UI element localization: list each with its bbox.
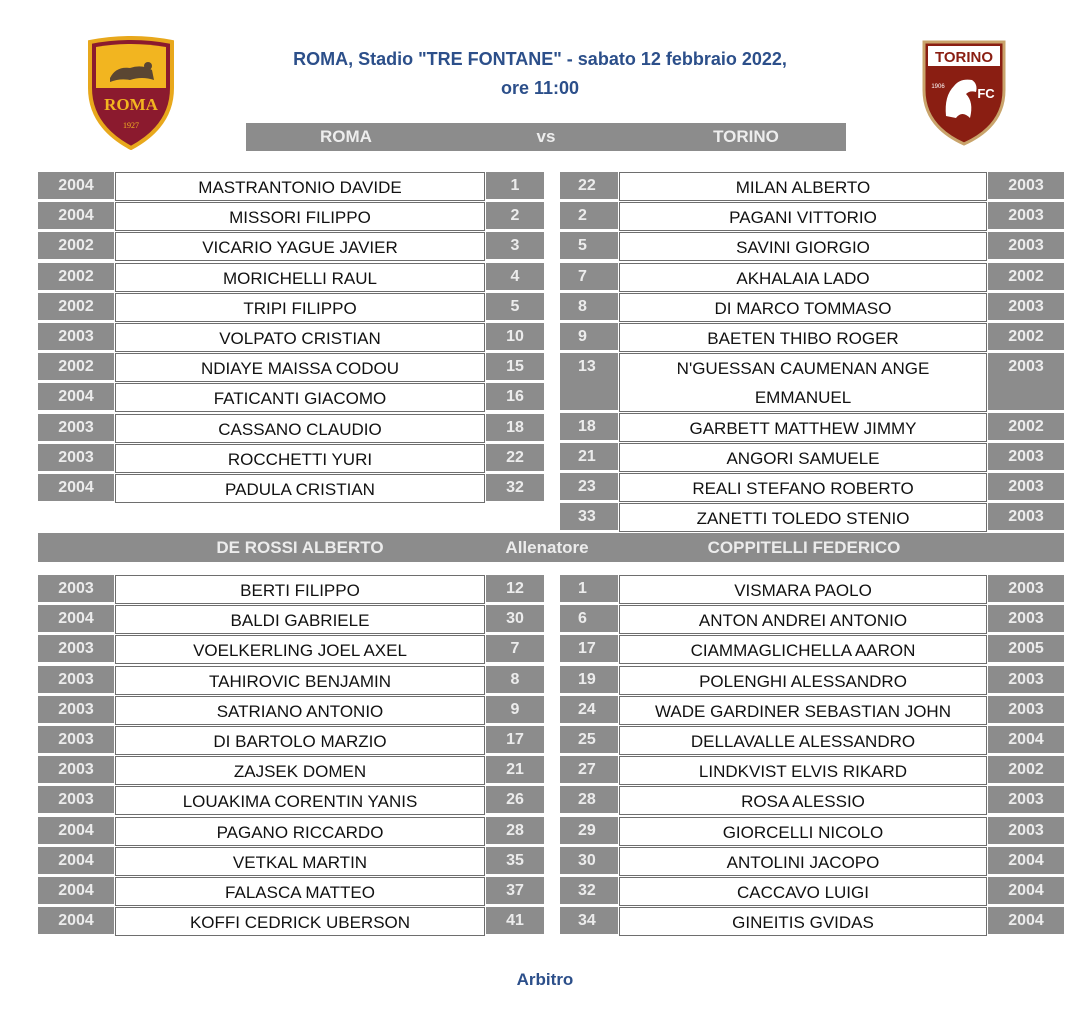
sub-home-player-name: FALASCA MATTEO <box>115 877 485 906</box>
sub-away-number: 28 <box>560 786 618 813</box>
sub-home-year: 2004 <box>38 847 114 874</box>
torino-logo <box>920 38 1008 146</box>
sub-home-number: 26 <box>486 786 544 813</box>
sub-away-player-name: LINDKVIST ELVIS RIKARD <box>619 756 987 785</box>
sub-away-year: 2003 <box>988 786 1064 813</box>
starter-home-number: 3 <box>486 232 544 259</box>
sub-home-player-name: LOUAKIMA CORENTIN YANIS <box>115 786 485 815</box>
torino-logo-text: TORINO <box>934 49 994 66</box>
sub-away-year: 2003 <box>988 817 1064 844</box>
starter-away-player-name: ANGORI SAMUELE <box>619 443 987 472</box>
matchup-bar <box>246 123 846 151</box>
sub-away-number: 32 <box>560 877 618 904</box>
starter-home-number: 4 <box>486 263 544 290</box>
sub-away-number: 25 <box>560 726 618 753</box>
sub-home-year: 2004 <box>38 907 114 934</box>
starter-away-year: 2003 <box>988 473 1064 500</box>
sub-home-year: 2003 <box>38 786 114 813</box>
referee-label: Arbitro <box>516 970 574 989</box>
starter-away-year: 2002 <box>988 323 1064 350</box>
starter-home-number: 32 <box>486 474 544 501</box>
sub-away-player-name: CACCAVO LUIGI <box>619 877 987 906</box>
starter-away-year: 2002 <box>988 263 1064 290</box>
sub-away-year: 2003 <box>988 605 1064 632</box>
sub-home-number: 28 <box>486 817 544 844</box>
starter-away-player-name: SAVINI GIORGIO <box>619 232 987 261</box>
starter-home-year: 2002 <box>38 263 114 290</box>
sub-away-year: 2004 <box>988 907 1064 934</box>
match-venue-line: ROMA, Stadio "TRE FONTANE" - sabato 12 febbraio 2022, <box>293 49 787 69</box>
starter-home-year: 2004 <box>38 172 114 199</box>
starter-away-number: 22 <box>560 172 618 199</box>
starter-away-number: 21 <box>560 443 618 470</box>
sub-away-player-name: GINEITIS GVIDAS <box>619 907 987 936</box>
sub-home-year: 2003 <box>38 756 114 783</box>
starter-away-year: 2003 <box>988 353 1064 410</box>
sub-away-year: 2003 <box>988 575 1064 602</box>
away-coach: COPPITELLI FEDERICO <box>707 538 901 557</box>
sub-home-player-name: PAGANO RICCARDO <box>115 817 485 846</box>
starter-away-number: 13 <box>560 353 618 410</box>
starter-away-number: 2 <box>560 202 618 229</box>
torino-logo-fc: FC <box>977 86 995 101</box>
starter-home-year: 2003 <box>38 323 114 350</box>
starter-home-number: 22 <box>486 444 544 471</box>
sub-away-player-name: POLENGHI ALESSANDRO <box>619 666 987 695</box>
sub-home-year: 2003 <box>38 726 114 753</box>
starter-home-player-name: TRIPI FILIPPO <box>115 293 485 322</box>
starter-away-year: 2003 <box>988 503 1064 530</box>
starter-away-player-name: AKHALAIA LADO <box>619 263 987 292</box>
sub-away-player-name: ANTOLINI JACOPO <box>619 847 987 876</box>
starter-home-player-name: VOLPATO CRISTIAN <box>115 323 485 352</box>
starter-away-year: 2003 <box>988 443 1064 470</box>
sub-home-player-name: DI BARTOLO MARZIO <box>115 726 485 755</box>
starter-away-number: 33 <box>560 503 618 530</box>
starter-away-player-name: DI MARCO TOMMASO <box>619 293 987 322</box>
roma-logo-text: ROMA <box>104 95 158 114</box>
starter-away-year: 2003 <box>988 293 1064 320</box>
sub-away-number: 34 <box>560 907 618 934</box>
sub-home-year: 2003 <box>38 575 114 602</box>
sub-away-number: 27 <box>560 756 618 783</box>
starter-home-player-name: PADULA CRISTIAN <box>115 474 485 503</box>
sub-away-number: 24 <box>560 696 618 723</box>
torino-logo-year: 1906 <box>931 84 945 90</box>
sub-home-player-name: VOELKERLING JOEL AXEL <box>115 635 485 664</box>
starter-home-number: 18 <box>486 414 544 441</box>
sub-home-number: 35 <box>486 847 544 874</box>
sub-away-player-name: WADE GARDINER SEBASTIAN JOHN <box>619 696 987 725</box>
sub-away-number: 1 <box>560 575 618 602</box>
sub-home-number: 17 <box>486 726 544 753</box>
starter-home-player-name: MISSORI FILIPPO <box>115 202 485 231</box>
starter-home-player-name: NDIAYE MAISSA CODOU <box>115 353 485 382</box>
starter-away-number: 9 <box>560 323 618 350</box>
starter-away-year: 2003 <box>988 172 1064 199</box>
starter-home-player-name: ROCCHETTI YURI <box>115 444 485 473</box>
sub-home-player-name: BERTI FILIPPO <box>115 575 485 604</box>
coach-bar <box>38 533 1064 562</box>
sub-home-player-name: SATRIANO ANTONIO <box>115 696 485 725</box>
starter-home-number: 1 <box>486 172 544 199</box>
sub-home-year: 2004 <box>38 605 114 632</box>
coach-label: Allenatore <box>505 538 589 557</box>
starter-home-number: 10 <box>486 323 544 350</box>
starter-away-player-name: BAETEN THIBO ROGER <box>619 323 987 352</box>
starter-home-player-name: FATICANTI GIACOMO <box>115 383 485 412</box>
sub-away-player-name: DELLAVALLE ALESSANDRO <box>619 726 987 755</box>
starter-home-year: 2002 <box>38 293 114 320</box>
starter-away-player-name: N'GUESSAN CAUMENAN ANGE EMMANUEL <box>619 353 987 412</box>
starter-away-player-name: MILAN ALBERTO <box>619 172 987 201</box>
sub-away-player-name: GIORCELLI NICOLO <box>619 817 987 846</box>
sub-away-number: 19 <box>560 666 618 693</box>
sub-home-number: 9 <box>486 696 544 723</box>
sub-home-number: 12 <box>486 575 544 602</box>
starter-home-year: 2004 <box>38 474 114 501</box>
starter-away-number: 8 <box>560 293 618 320</box>
sub-away-number: 29 <box>560 817 618 844</box>
starter-away-number: 7 <box>560 263 618 290</box>
sub-away-year: 2004 <box>988 877 1064 904</box>
home-coach: DE ROSSI ALBERTO <box>216 538 384 557</box>
starter-home-year: 2002 <box>38 353 114 380</box>
starter-away-year: 2003 <box>988 232 1064 259</box>
starter-home-number: 5 <box>486 293 544 320</box>
roma-logo-year: 1927 <box>123 121 139 130</box>
starter-away-number: 5 <box>560 232 618 259</box>
starter-home-player-name: MORICHELLI RAUL <box>115 263 485 292</box>
sub-away-year: 2002 <box>988 756 1064 783</box>
starter-home-number: 15 <box>486 353 544 380</box>
sub-away-number: 30 <box>560 847 618 874</box>
sub-home-year: 2003 <box>38 696 114 723</box>
starter-away-number: 18 <box>560 413 618 440</box>
starter-home-year: 2003 <box>38 414 114 441</box>
sub-home-year: 2003 <box>38 666 114 693</box>
sub-home-year: 2004 <box>38 877 114 904</box>
starter-home-year: 2004 <box>38 202 114 229</box>
sub-away-player-name: ANTON ANDREI ANTONIO <box>619 605 987 634</box>
sub-home-number: 37 <box>486 877 544 904</box>
sub-home-year: 2004 <box>38 817 114 844</box>
sub-away-number: 6 <box>560 605 618 632</box>
sub-home-player-name: KOFFI CEDRICK UBERSON <box>115 907 485 936</box>
home-team-name: ROMA <box>320 127 372 146</box>
sub-away-player-name: VISMARA PAOLO <box>619 575 987 604</box>
starter-home-player-name: CASSANO CLAUDIO <box>115 414 485 443</box>
match-time-line: ore 11:00 <box>500 78 580 98</box>
starter-away-player-name: PAGANI VITTORIO <box>619 202 987 231</box>
sub-home-player-name: ZAJSEK DOMEN <box>115 756 485 785</box>
sub-away-year: 2003 <box>988 666 1064 693</box>
sub-away-year: 2003 <box>988 696 1064 723</box>
sub-home-player-name: BALDI GABRIELE <box>115 605 485 634</box>
starter-away-player-name: ZANETTI TOLEDO STENIO <box>619 503 987 532</box>
starter-away-number: 23 <box>560 473 618 500</box>
sub-home-number: 30 <box>486 605 544 632</box>
starter-home-player-name: VICARIO YAGUE JAVIER <box>115 232 485 261</box>
sub-home-player-name: VETKAL MARTIN <box>115 847 485 876</box>
sub-away-year: 2005 <box>988 635 1064 662</box>
sub-away-player-name: ROSA ALESSIO <box>619 786 987 815</box>
starter-away-player-name: REALI STEFANO ROBERTO <box>619 473 987 502</box>
starter-home-number: 16 <box>486 383 544 410</box>
sub-home-year: 2003 <box>38 635 114 662</box>
starter-away-year: 2002 <box>988 413 1064 440</box>
vs-label: vs <box>536 127 556 146</box>
sub-home-number: 8 <box>486 666 544 693</box>
sub-away-number: 17 <box>560 635 618 662</box>
starter-away-year: 2003 <box>988 202 1064 229</box>
roma-logo <box>86 36 176 150</box>
sub-away-year: 2004 <box>988 726 1064 753</box>
starter-home-number: 2 <box>486 202 544 229</box>
sub-home-number: 7 <box>486 635 544 662</box>
sub-away-player-name: CIAMMAGLICHELLA AARON <box>619 635 987 664</box>
starter-home-player-name: MASTRANTONIO DAVIDE <box>115 172 485 201</box>
starter-away-player-name: GARBETT MATTHEW JIMMY <box>619 413 987 442</box>
sub-home-player-name: TAHIROVIC BENJAMIN <box>115 666 485 695</box>
starter-home-year: 2003 <box>38 444 114 471</box>
sub-away-year: 2004 <box>988 847 1064 874</box>
sub-home-number: 21 <box>486 756 544 783</box>
starter-home-year: 2002 <box>38 232 114 259</box>
starter-home-year: 2004 <box>38 383 114 410</box>
sub-home-number: 41 <box>486 907 544 934</box>
away-team-name: TORINO <box>713 127 779 146</box>
